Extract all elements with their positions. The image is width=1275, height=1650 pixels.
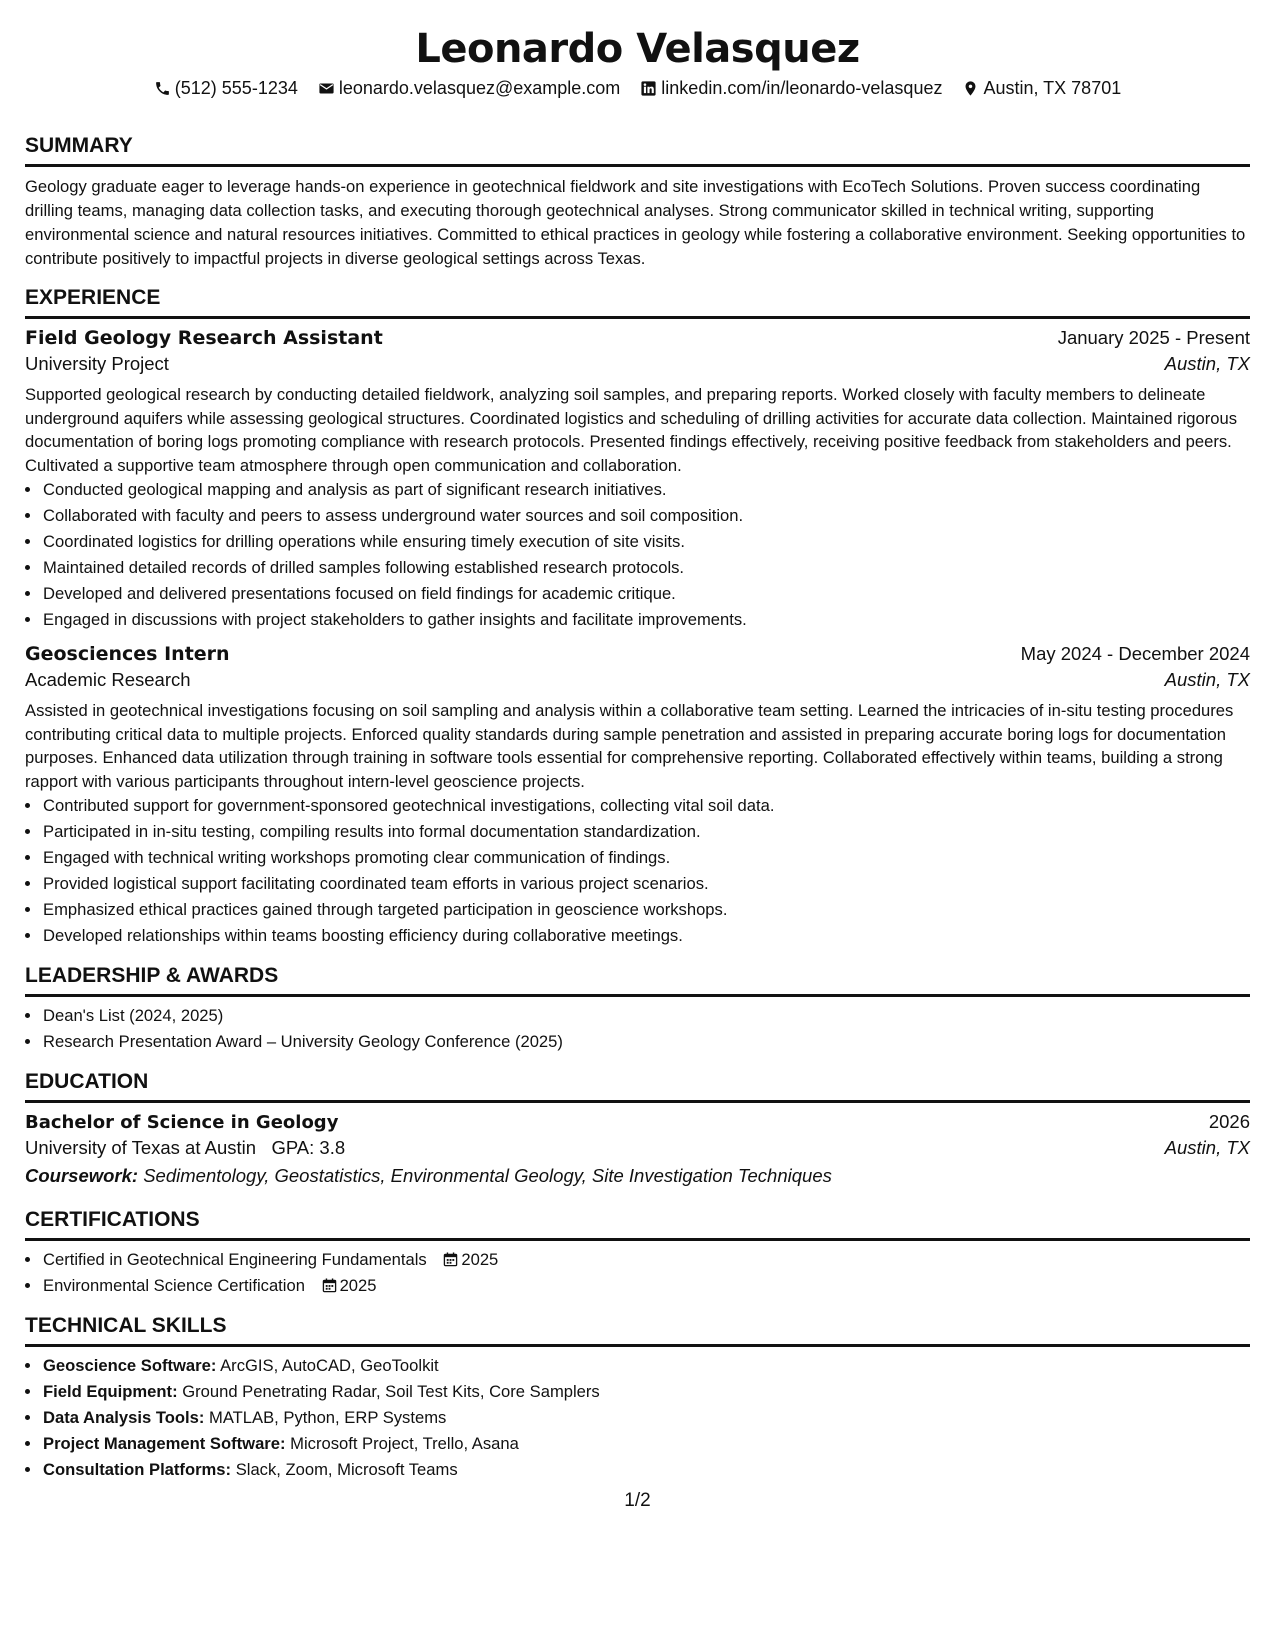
map-pin-icon: [962, 80, 979, 97]
list-item: [42, 1431, 1250, 1457]
job-entry: [25, 327, 1250, 633]
gpa: GPA: 3.8: [271, 1137, 346, 1158]
candidate-name: Leonardo Velasquez: [415, 26, 860, 72]
contact-email[interactable]: [318, 78, 620, 99]
job-dates: May 2024 - December 2024: [1020, 643, 1250, 664]
job-location: Austin, TX: [1164, 353, 1250, 374]
section-divider: [25, 994, 1250, 997]
phone-icon: [154, 80, 171, 97]
list-item: • Participated in in-situ testing, compiling results into formal documentation standardization.: [42, 819, 1250, 845]
email-text: leonardo.velasquez@example.com: [338, 78, 621, 98]
coursework: [25, 1165, 1250, 1187]
list-item: [42, 1353, 1250, 1379]
list-item: • Contributed support for government-sponsored geotechnical investigations, collecting vital soil data.: [42, 793, 1250, 819]
school-location: Austin, TX: [1164, 1137, 1250, 1158]
leadership-list: [25, 1003, 1250, 1055]
coursework-list: Sedimentology, Geostatistics, Environmental Geology, Site Investigation Techniques: [143, 1165, 832, 1186]
list-item: • Provided logistical support facilitating coordinated team efforts in various project scenarios.: [42, 871, 1250, 897]
cert-year: 2025: [339, 1276, 377, 1295]
section-divider: [25, 1238, 1250, 1241]
linkedin-icon: [640, 80, 657, 97]
page-number: 1/2: [624, 1490, 651, 1511]
job-dates: January 2025 - Present: [1057, 327, 1250, 348]
section-divider: [25, 164, 1250, 167]
list-item: • Emphasized ethical practices gained through targeted participation in geoscience workshops.: [42, 897, 1250, 923]
section-divider: [25, 1100, 1250, 1103]
skill-value: Microsoft Project, Trello, Asana: [290, 1434, 519, 1453]
cert-name: Certified in Geotechnical Engineering Fundamentals: [43, 1250, 427, 1269]
job-entry: [25, 643, 1250, 949]
resume-page: [25, 0, 1250, 1483]
job-bullets: [25, 477, 1250, 633]
list-item: • Engaged in discussions with project stakeholders to gather insights and facilitate improvements.: [42, 607, 1250, 633]
section-divider: [25, 316, 1250, 319]
linkedin-text: linkedin.com/in/leonardo-velasquez: [661, 78, 943, 98]
skill-label: Data Analysis Tools:: [43, 1408, 205, 1427]
list-item: [42, 1273, 1250, 1299]
list-item: [42, 1405, 1250, 1431]
job-description: Assisted in geotechnical investigations focusing on soil sampling and analysis within a collaborative team setting. Learned the intricacies of in-situ testing procedures contributing critical data to multiple projects. Enforced quality standards during sample penetration and assisted in preparing accurate boring logs for documentation purposes. Enhanced data utilization through training in software tools essential for comprehensive reporting. Collaborated effectively within teams, building a strong rapport with various participants throughout intern-level geoscience projects.: [25, 701, 1234, 791]
location-text: Austin, TX 78701: [983, 78, 1122, 98]
contact-location: [962, 78, 1121, 99]
coursework-label: Coursework:: [25, 1165, 139, 1186]
list-item: • Dean's List (2024, 2025): [42, 1003, 1250, 1029]
job-title: Field Geology Research Assistant: [25, 327, 383, 349]
list-item: • Conducted geological mapping and analysis as part of significant research initiatives.: [42, 477, 1250, 503]
job-org: University Project: [25, 353, 169, 374]
list-item: • Coordinated logistics for drilling operations while ensuring timely execution of site visits.: [42, 529, 1250, 555]
summary-heading: SUMMARY: [25, 134, 133, 157]
skill-value: Ground Penetrating Radar, Soil Test Kits, Core Samplers: [182, 1382, 600, 1401]
certifications-list: [25, 1247, 1250, 1299]
skill-label: Geoscience Software:: [43, 1356, 217, 1375]
job-title: Geosciences Intern: [25, 643, 230, 665]
skills-heading: TECHNICAL SKILLS: [25, 1314, 227, 1337]
contact-phone[interactable]: [154, 78, 298, 99]
job-description: Supported geological research by conducting detailed fieldwork, analyzing soil samples, and preparing reports. Worked closely with faculty members to delineate underground aquifers while assessing geological structures. Coordinated logistics and scheduling of drilling activities for accurate data collection. Maintained rigorous documentation of boring logs promoting compliance with research protocols. Presented findings effectively, receiving positive feedback from stakeholders and peers. Cultivated a supportive team atmosphere through open communication and collaboration.: [25, 385, 1238, 475]
certifications-heading: CERTIFICATIONS: [25, 1208, 200, 1231]
skill-value: Slack, Zoom, Microsoft Teams: [235, 1460, 458, 1479]
graduation-year: 2026: [1208, 1111, 1250, 1132]
envelope-icon: [318, 80, 335, 97]
contact-bar: [25, 78, 1250, 99]
education-heading: EDUCATION: [25, 1070, 149, 1093]
calendar-icon: [322, 1278, 337, 1293]
job-org: Academic Research: [25, 669, 191, 690]
calendar-icon: [443, 1252, 458, 1267]
skill-label: Field Equipment:: [43, 1382, 178, 1401]
list-item: • Maintained detailed records of drilled samples following established research protocols.: [42, 555, 1250, 581]
experience-heading: EXPERIENCE: [25, 286, 161, 309]
list-item: [42, 1457, 1250, 1483]
job-bullets: [25, 793, 1250, 949]
cert-year: 2025: [461, 1250, 499, 1269]
school-name: University of Texas at Austin: [25, 1137, 257, 1158]
skills-list: [25, 1353, 1250, 1483]
list-item: • Research Presentation Award – University Geology Conference (2025): [42, 1029, 1250, 1055]
degree: Bachelor of Science in Geology: [25, 1112, 339, 1133]
skill-label: Consultation Platforms:: [43, 1460, 232, 1479]
list-item: [42, 1379, 1250, 1405]
skill-value: MATLAB, Python, ERP Systems: [209, 1408, 447, 1427]
skill-label: Project Management Software:: [43, 1434, 286, 1453]
list-item: [42, 1247, 1250, 1273]
list-item: • Developed relationships within teams boosting efficiency during collaborative meetings.: [42, 923, 1250, 949]
phone-text: (512) 555-1234: [174, 78, 298, 98]
list-item: • Collaborated with faculty and peers to assess underground water sources and soil composition.: [42, 503, 1250, 529]
list-item: • Engaged with technical writing workshops promoting clear communication of findings.: [42, 845, 1250, 871]
contact-linkedin[interactable]: [640, 78, 942, 99]
cert-name: Environmental Science Certification: [43, 1276, 305, 1295]
summary-text: Geology graduate eager to leverage hands-on experience in geotechnical fieldwork and site investigations with EcoTech Solutions. Proven success coordinating drilling teams, managing data collection tasks, and executing thorough geotechnical analyses. Strong communicator skilled in technical writing, supporting environmental science and natural resources initiatives. Committed to ethical practices in geology while fostering a collaborative environment. Seeking opportunities to contribute positively to impactful projects in diverse geological settings across Texas.: [25, 177, 1246, 268]
skill-value: ArcGIS, AutoCAD, GeoToolkit: [220, 1356, 439, 1375]
section-divider: [25, 1344, 1250, 1347]
leadership-heading: LEADERSHIP & AWARDS: [25, 964, 279, 987]
list-item: • Developed and delivered presentations focused on field findings for academic critique.: [42, 581, 1250, 607]
job-location: Austin, TX: [1164, 669, 1250, 690]
